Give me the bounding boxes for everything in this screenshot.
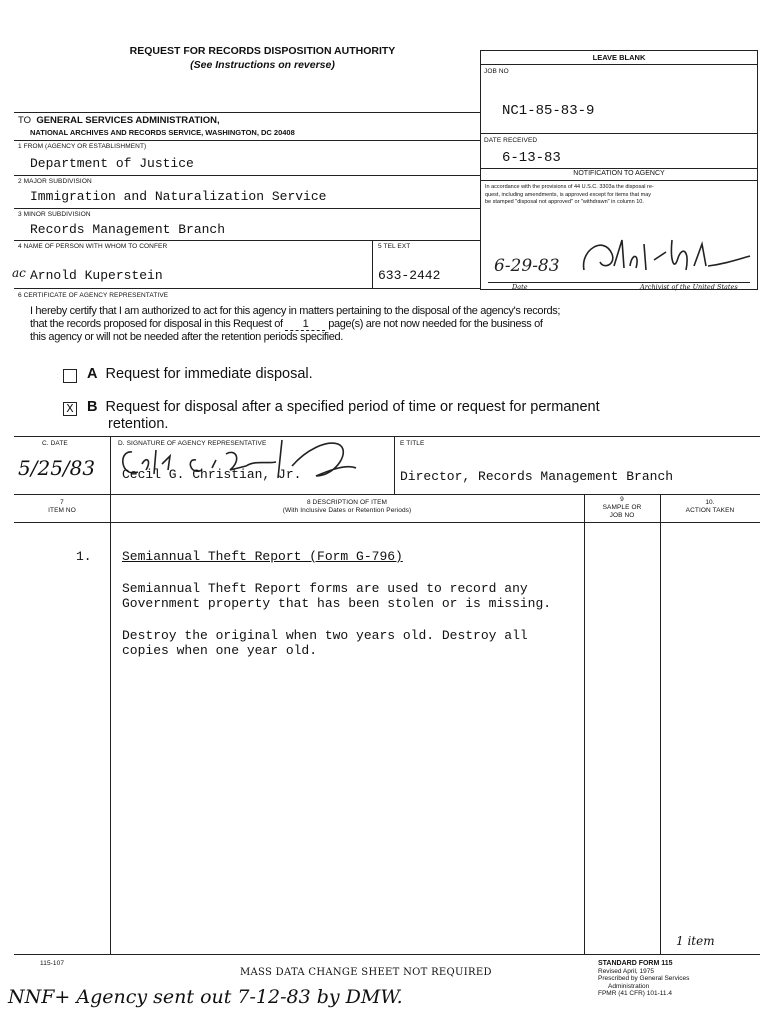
col-item-num: 7 [60,499,64,506]
col-item-no: ITEM NO [48,507,76,514]
col-sample: SAMPLE OR [602,504,642,511]
sig-date-label: C. DATE [42,440,68,447]
person-value: Arnold Kuperstein [30,268,163,283]
date-caption: Date [512,283,528,291]
date-received-label: DATE RECEIVED [484,137,538,144]
item-number: 1. [76,549,92,564]
title-label: E TITLE [400,440,425,447]
col-sample-num: 9 [620,496,624,503]
minor-subdivision-value: Records Management Branch [30,222,226,237]
col-description-sub: (With Inclusive Dates or Retention Periods) [282,507,412,514]
option-b-line-2: retention. [108,416,169,432]
pages-count: 1 [285,318,325,331]
option-a: A Request for immediate disposal. [87,366,313,382]
option-b-checkbox[interactable]: X [63,402,77,416]
form-title: REQUEST FOR RECORDS DISPOSITION AUTHORITY [129,45,396,57]
major-subdivision-label: 2 MAJOR SUBDIVISION [18,178,92,185]
sig-date-value: 5/25/83 [18,456,96,480]
notification-label: NOTIFICATION TO AGENCY [573,170,665,177]
person-label: 4 NAME OF PERSON WITH WHOM TO CONFER [18,243,168,250]
item-disposition: Destroy the original when two years old. Destroy all copies when one year old. [122,628,528,658]
leave-blank-heading: LEAVE BLANK [592,53,646,62]
form-subtitle: (See Instructions on reverse) [190,59,335,71]
certificate-line-2: that the records proposed for disposal in this Request of 1 page(s) are not now needed for the business of [30,318,543,330]
person-note: ac [12,266,26,280]
col-action-num: 10. [705,499,715,506]
job-no-label: JOB NO [484,68,509,75]
tel-label: 5 TEL EXT [378,243,411,250]
sig-name: Cecil G. Christian, Jr. [122,467,302,482]
sig-label: D. SIGNATURE OF AGENCY REPRESENTATIVE [118,440,267,447]
col-action: ACTION TAKEN [685,507,735,514]
option-a-checkbox[interactable] [63,369,77,383]
job-no-value: NC1-85-83-9 [502,103,595,119]
from-value: Department of Justice [30,156,194,171]
notification-text: In accordance with the provisions of 44 U.S.C. 3303a the disposal re- quest, including amendments, is approved except for items that may be stamped "disposal not approved" or "withdrawn" in column 10. [485,184,654,205]
option-b: B Request for disposal after a specified period of time or request for permanent [87,399,600,415]
major-subdivision-value: Immigration and Naturalization Service [30,189,327,204]
col-description: 8 DESCRIPTION OF ITEM [306,499,388,506]
from-label: 1 FROM (AGENCY OR ESTABLISHMENT) [18,143,147,150]
col-job-no: JOB NO [609,512,635,519]
to-line: TO GENERAL SERVICES ADMINISTRATION, [18,115,220,126]
tel-value: 633-2442 [378,268,441,283]
item-count-note: 1 item [676,934,715,948]
item-description: Semiannual Theft Report forms are used to record any Government property that has been stolen or is missing. [122,581,552,611]
minor-subdivision-label: 3 MINOR SUBDIVISION [18,211,91,218]
standard-form-block: STANDARD FORM 115 Revised April, 1975 Prescribed by General Services Administration FPMR (41 CFR) 101-11.4 [598,960,690,997]
certificate-line-1: I hereby certify that I am authorized to act for this agency in matters pertaining to the disposal of the agency's records; [30,305,561,317]
handwritten-note: NNF+ Agency sent out 7-12-83 by DMW. [8,986,403,1008]
certificate-line-3: this agency or will not be needed after the retention periods specified. [30,331,343,343]
archivist-signature [574,230,754,284]
item-title: Semiannual Theft Report (Form G-796) [122,549,403,564]
approval-date: 6-29-83 [494,256,560,276]
form-code: 115-107 [40,960,65,967]
to-address: NATIONAL ARCHIVES AND RECORDS SERVICE, WASHINGTON, DC 20408 [30,128,295,137]
certificate-label: 6 CERTIFICATE OF AGENCY REPRESENTATIVE [18,292,169,299]
archivist-caption: Archivist of the United States [640,283,738,291]
date-received-value: 6-13-83 [502,150,561,166]
title-value: Director, Records Management Branch [400,469,674,484]
mass-data-stamp: MASS DATA CHANGE SHEET NOT REQUIRED [240,967,492,978]
